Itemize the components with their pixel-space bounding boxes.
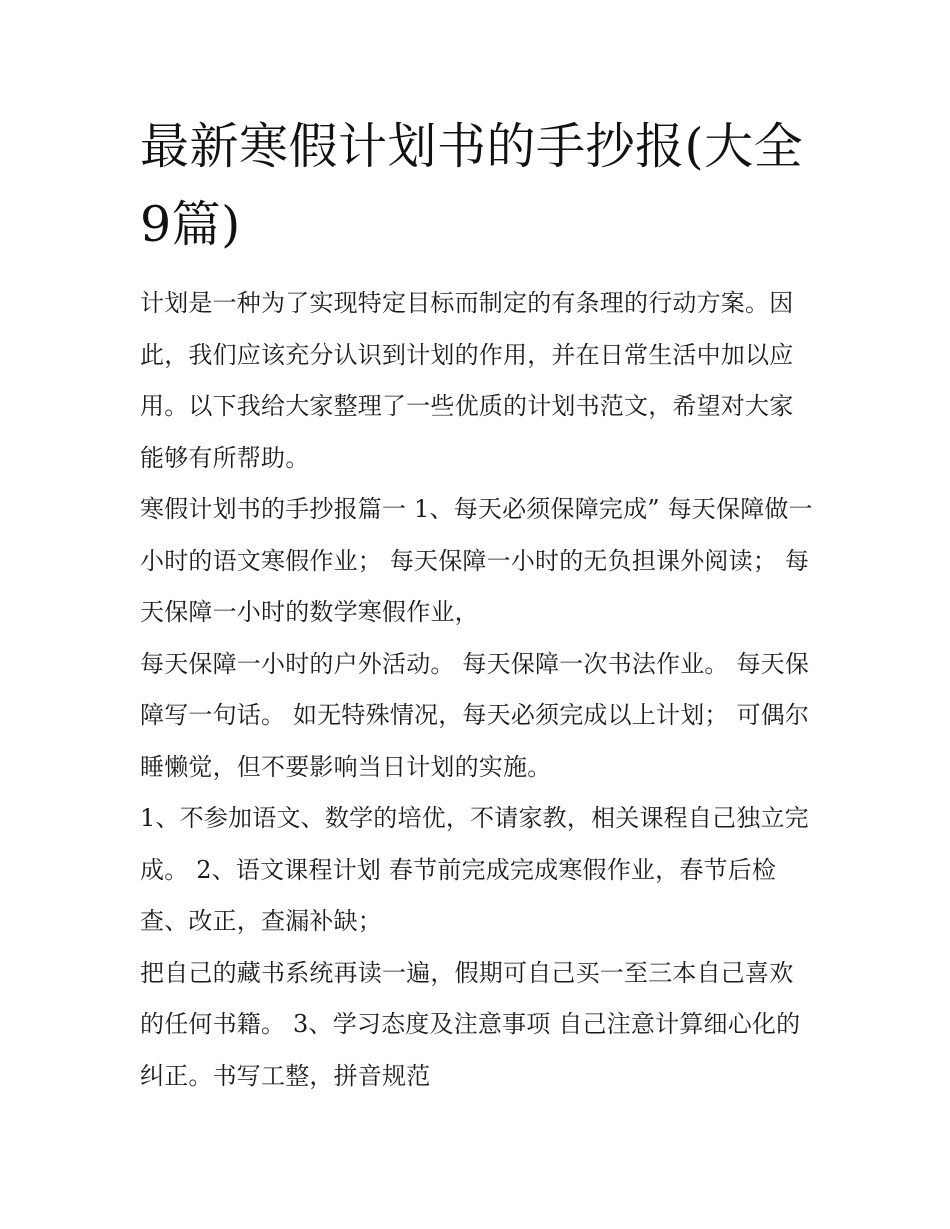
paragraph-part-one: 寒假计划书的手抄报篇一 1、每天必须保障完成” 每天保障做一小时的语文寒假作业； 每天保障一小时的无负担课外阅读； 每天保障一小时的数学寒假作业， bbox=[140, 495, 813, 626]
paragraph-reading-plan: 把自己的藏书系统再读一遍，假期可自己买一至三本自己喜欢的任何书籍。 3、学习态度及注意事项 自己注意计算细心化的纠正。书写工整，拼音规范 bbox=[140, 958, 801, 1090]
document-page bbox=[140, 108, 816, 1102]
document-title: 最新寒假计划书的手抄报(大全9篇) bbox=[140, 118, 804, 253]
paragraph-intro: 计划是一种为了实现特定目标而制定的有条理的行动方案。因此，我们应该充分认识到计划的作用，并在日常生活中加以应用。以下我给大家整理了一些优质的计划书范文，希望对大家能够有所帮助。 bbox=[140, 289, 794, 472]
paragraph-chinese-plan: 1、不参加语文、数学的培优，不请家教，相关课程自己独立完成。 2、语文课程计划 春节前完成完成寒假作业，春节后检查、改正，查漏补缺； bbox=[140, 804, 809, 935]
paragraph-daily-activities: 每天保障一小时的户外活动。 每天保障一次书法作业。 每天保障写一句话。 如无特殊情况，每天必须完成以上计划； 可偶尔睡懒觉，但不要影响当日计划的实施。 bbox=[140, 649, 810, 781]
